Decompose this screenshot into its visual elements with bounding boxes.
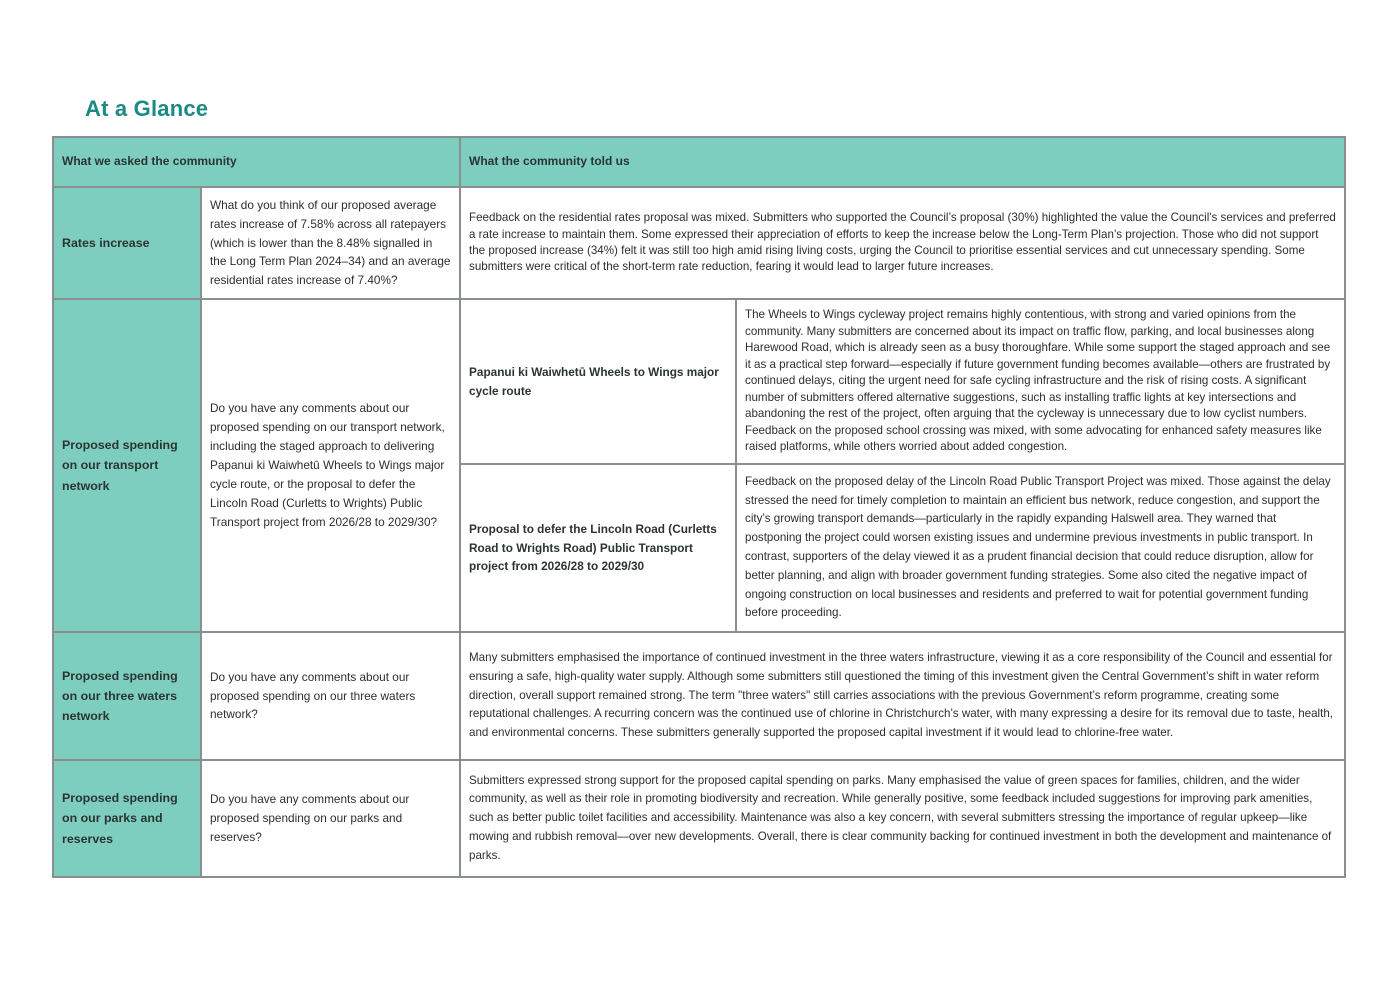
answer-parks-reserves: Submitters expressed strong support for the proposed capital spending on parks. Many emphasised the value of green spaces for families, children, and the wider community, as well as their role in promoting biodiversity and recreation. While generally positive, some feedback included suggestions for improving park amenities, such as better public toilet facilities and accessibility. Maintenance was also a key concern, with several submitters stressing the importance of regular upkeep—like mowing and rubbish removal—over new developments. Overall, there is clear community backing for continued investment in both the development and maintenance of parks. <box>460 760 1345 877</box>
topic-rates-increase: Rates increase <box>53 187 201 299</box>
question-transport-network: Do you have any comments about our proposed spending on our transport network, including the staged approach to delivering Papanui ki Waiwhetū Wheels to Wings major cycle route, or the proposal to defer the Lincoln Road (Curletts to Wrights) Public Transport project from 2026/28 to 2029/30? <box>201 299 460 632</box>
table-row-parks <box>53 760 1345 877</box>
answer-rates-increase: Feedback on the residential rates proposal was mixed. Submitters who supported the Council’s proposal (30%) highlighted the value the Council's services and preferred a rate increase to maintain them. Some expressed their appreciation of efforts to keep the increase below the Long-Term Plan’s projection. Those who did not support the proposed increase (34%) felt it was still too high amid rising living costs, urging the Council to prioritise essential services and cut unnecessary spending. Some submitters were critical of the short-term rate reduction, fearing it would lead to larger future increases. <box>460 187 1345 299</box>
answer-wheels-to-wings: The Wheels to Wings cycleway project remains highly contentious, with strong and varied opinions from the community. Many submitters are concerned about its impact on traffic flow, parking, and local businesses along Harewood Road, which is already seen as a busy thoroughfare. While some support the staged approach and see it as a practical step forward—especially if future government funding becomes available—others are frustrated by continued delays, citing the urgent need for safe cycling infrastructure and the risk of rising costs. A significant number of submitters offered alternative suggestions, such as installing traffic lights at key intersections and abandoning the rest of the project, often arguing that the cycleway is unnecessary due to low cyclist numbers. Feedback on the proposed school crossing was mixed, with some advocating for enhanced safety measures like raised platforms, while others worried about added congestion. <box>736 299 1345 464</box>
page-title: At a Glance <box>85 96 209 121</box>
header-row <box>53 137 1345 187</box>
header-told: What the community told us <box>460 137 1345 187</box>
question-rates-increase: What do you think of our proposed average rates increase of 7.58% across all ratepayers (which is lower than the 8.48% signalled in the Long Term Plan 2024–34) and an average residential rates increase of 7.40%? <box>201 187 460 299</box>
topic-three-waters: Proposed spending on our three waters network <box>53 632 201 760</box>
table-row-transport-1 <box>53 299 1345 464</box>
table-row-rates <box>53 187 1345 299</box>
subtopic-lincoln-road: Proposal to defer the Lincoln Road (Curletts Road to Wrights Road) Public Transport project from 2026/28 to 2029/30 <box>460 464 736 632</box>
topic-parks-reserves: Proposed spending on our parks and reserves <box>53 760 201 877</box>
question-three-waters: Do you have any comments about our proposed spending on our three waters network? <box>201 632 460 760</box>
topic-transport-network: Proposed spending on our transport network <box>53 299 201 632</box>
at-a-glance-table <box>52 136 1346 878</box>
answer-three-waters: Many submitters emphasised the importance of continued investment in the three waters infrastructure, viewing it as a core responsibility of the Council and essential for ensuring a safe, high-quality water supply. Although some submitters still questioned the timing of this investment given the Central Government’s shift in water reform direction, overall support remained strong. The term "three waters" still carries associations with the previous Government’s reform programme, creating some reputational challenges. A recurring concern was the continued use of chlorine in Christchurch’s water, with many expressing a desire for its removal due to taste, health, and environmental concerns. These submitters generally supported the proposed capital investment if it would lead to chlorine-free water. <box>460 632 1345 760</box>
subtopic-wheels-to-wings: Papanui ki Waiwhetū Wheels to Wings major cycle route <box>460 299 736 464</box>
table-row-three-waters <box>53 632 1345 760</box>
header-asked: What we asked the community <box>53 137 460 187</box>
answer-lincoln-road: Feedback on the proposed delay of the Lincoln Road Public Transport Project was mixed. Those against the delay stressed the need for timely completion to maintain an efficient bus network, reduce congestion, and support the city’s growing transport demands—particularly in the rapidly expanding Halswell area. They warned that postponing the project could worsen existing issues and undermine previous investments in public transport. In contrast, supporters of the delay viewed it as a prudent financial decision that could reduce disruption, allow for better planning, and align with broader government funding strategies. Some also cited the negative impact of ongoing construction on local businesses and residents and preferred to wait for potential government funding before proceeding. <box>736 464 1345 632</box>
question-parks-reserves: Do you have any comments about our proposed spending on our parks and reserves? <box>201 760 460 877</box>
